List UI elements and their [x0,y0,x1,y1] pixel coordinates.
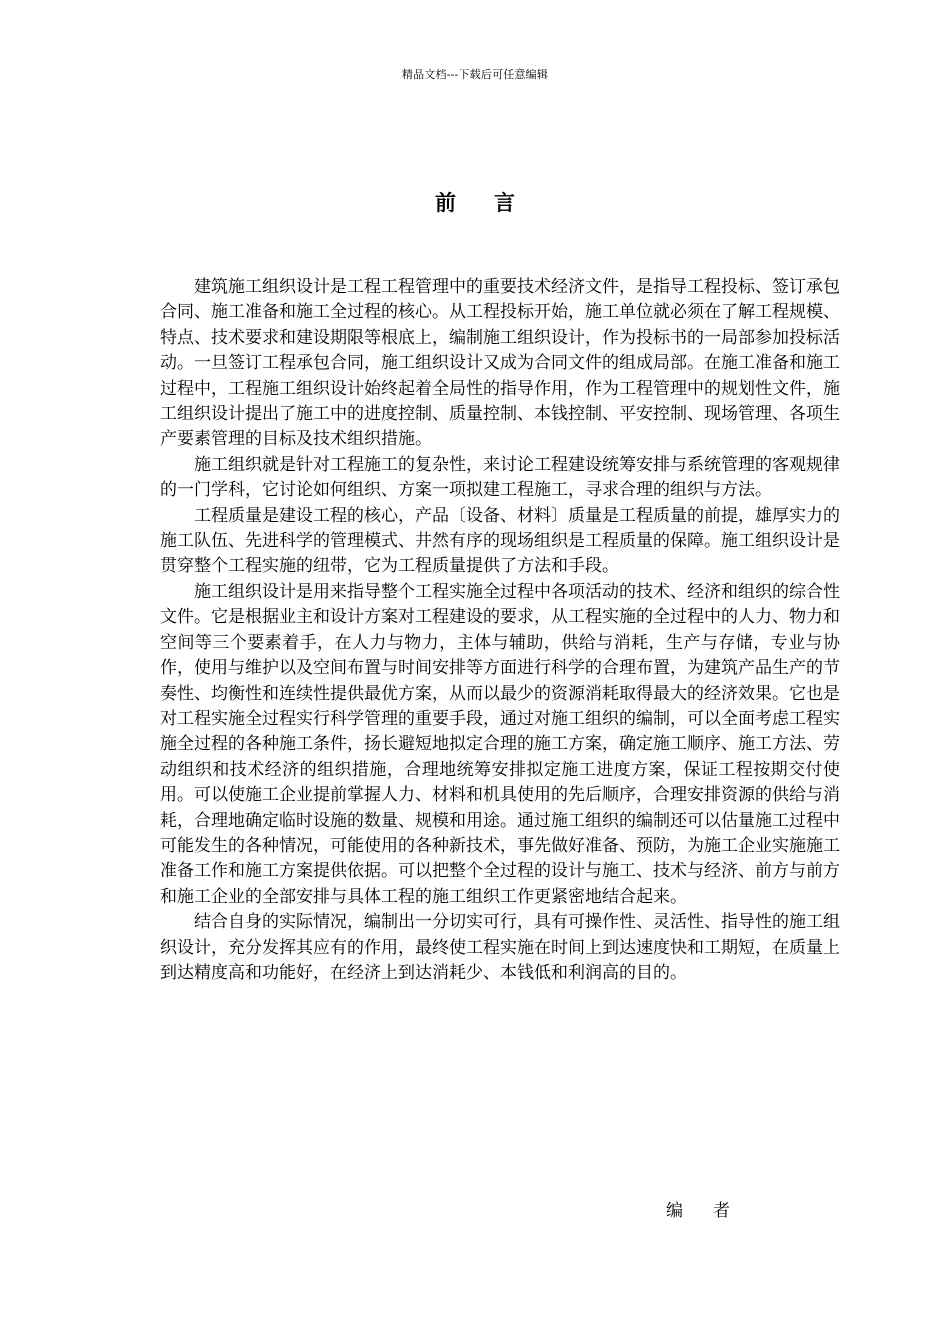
document-body [160,275,840,986]
header-note: 精品文档---下载后可任意编辑 [401,68,549,81]
author-signature: 编者 [666,1201,760,1221]
page-title: 前言 [435,190,553,215]
paragraph-4: 施工组织设计是用来指导整个工程实施全过程中各项活动的技术、经济和组织的综合性文件。它是根据业主和设计方案对工程建设的要求，从工程实施的全过程中的人力、物力和空间等三个要素着手，在人力与物力，主体与辅助，供给与消耗，生产与存储，专业与协作，使用与维护以及空间布置与时间安排等方面进行科学的合理布置，为建筑产品生产的节奏性、均衡性和连续性提供最优方案，从而以最少的资源消耗取得最大的经济效果。它也是对工程实施全过程实行科学管理的重要手段，通过对施工组织的编制，可以全面考虑工程实施全过程的各种施工条件，扬长避短地拟定合理的施工方案，确定施工顺序、施工方法、劳动组织和技术经济的组织措施，合理地统筹安排拟定施工进度方案，保证工程按期交付使用。可以使施工企业提前掌握人力、材料和机具使用的先后顺序，合理安排资源的供给与消耗，合理地确定临时设施的数量、规模和用途。通过施工组织的编制还可以估量施工过程中可能发生的各种情况，可能使用的各种新技术，事先做好准备、预防，为施工企业实施施工准备工作和施工方案提供依据。可以把整个全过程的设计与施工、技术与经济、前方与前方和施工企业的全部安排与具体工程的施工组织工作更紧密地结合起来。 [160,581,840,907]
paragraph-3: 工程质量是建设工程的核心，产品〔设备、材料〕质量是工程质量的前提，雄厚实力的施工队伍、先进科学的管理模式、井然有序的现场组织是工程质量的保障。施工组织设计是贯穿整个工程实施的纽带，它为工程质量提供了方法和手段。 [160,505,840,577]
paragraph-2: 施工组织就是针对工程施工的复杂性，来讨论工程建设统筹安排与系统管理的客观规律的一门学科，它讨论如何组织、方案一项拟建工程施工，寻求合理的组织与方法。 [160,454,840,501]
paragraph-5: 结合自身的实际情况，编制出一分切实可行，具有可操作性、灵活性、指导性的施工组织设计，充分发挥其应有的作用，最终使工程实施在时间上到达速度快和工期短，在质量上到达精度高和功能好，在经济上到达消耗少、本钱低和利润高的目的。 [160,912,840,983]
paragraph-1: 建筑施工组织设计是工程工程管理中的重要技术经济文件，是指导工程投标、签订承包合同、施工准备和施工全过程的核心。从工程投标开始，施工单位就必须在了解工程规模、特点、技术要求和建设期限等根底上，编制施工组织设计，作为投标书的一局部参加投标活动。一旦签订工程承包合同，施工组织设计又成为合同文件的组成局部。在施工准备和施工过程中，工程施工组织设计始终起着全局性的指导作用，作为工程管理中的规划性文件，施工组织设计提出了施工中的进度控制、质量控制、本钱控制、平安控制、现场管理、各项生产要素管理的目标及技术组织措施。 [160,277,840,450]
